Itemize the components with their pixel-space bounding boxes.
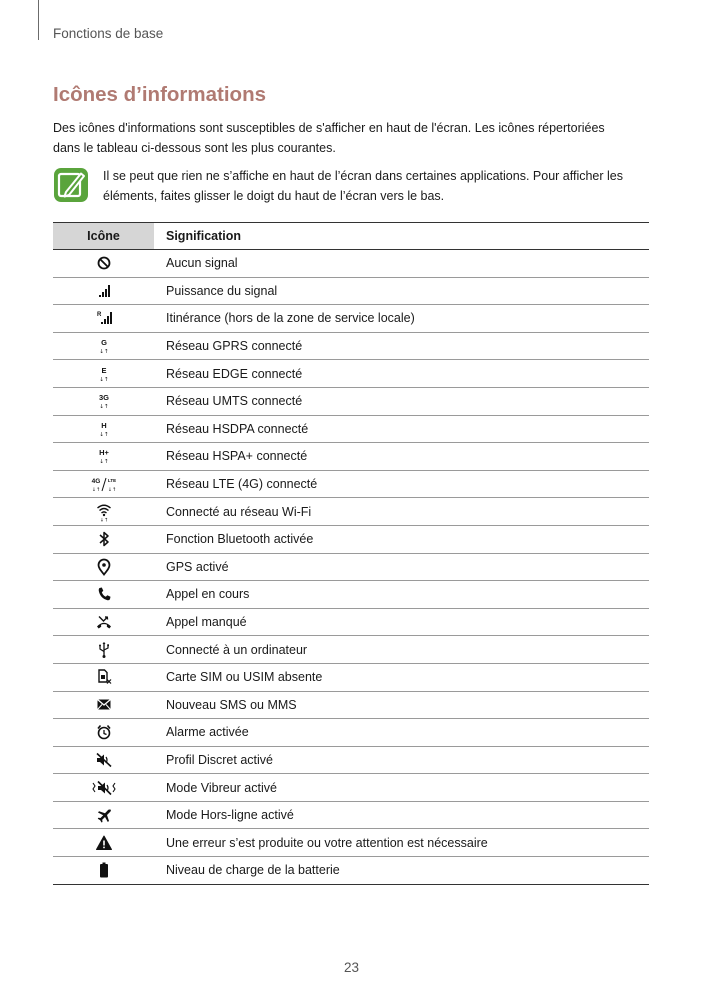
table-row xyxy=(53,719,649,747)
header-icon-column: Icône xyxy=(53,223,154,249)
row-text: Alarme activée xyxy=(166,725,249,740)
section-title: Icônes d’informations xyxy=(53,83,266,106)
table-row xyxy=(53,388,649,416)
table-row xyxy=(53,829,649,857)
call-icon xyxy=(89,584,119,604)
row-text: Réseau HSPA+ connecté xyxy=(166,449,308,464)
svg-text:G: G xyxy=(100,338,107,348)
svg-text:H+: H+ xyxy=(98,448,109,458)
lte-icon xyxy=(89,474,119,494)
table-row xyxy=(53,609,649,637)
table-row xyxy=(53,333,649,361)
table-row xyxy=(53,250,649,278)
table-row xyxy=(53,554,649,582)
row-text: Connecté à un ordinateur xyxy=(166,642,308,657)
gps-icon xyxy=(89,557,119,577)
table-header xyxy=(53,222,649,250)
note-line-1: Il se peut que rien ne s’affiche en haut de l’écran dans certaines applications. Pour afficher les xyxy=(103,169,624,183)
hsdpa-icon xyxy=(89,419,119,439)
edge-icon xyxy=(89,364,119,384)
intro-line-2: dans le tableau ci-dessous sont les plus courantes. xyxy=(53,141,336,155)
svg-text:↓↑: ↓↑ xyxy=(107,487,116,494)
row-text: GPS activé xyxy=(166,559,229,574)
alarm-icon xyxy=(89,722,119,742)
table-row xyxy=(53,581,649,609)
svg-text:H: H xyxy=(100,420,107,430)
gprs-icon xyxy=(89,336,119,356)
svg-text:E: E xyxy=(100,365,107,375)
svg-text:LTE: LTE xyxy=(107,478,116,484)
table-row xyxy=(53,774,649,802)
note-line-2: éléments, faites glisser le doigt du haut de l’écran vers le bas. xyxy=(103,189,445,203)
row-text: Réseau HSDPA connecté xyxy=(166,421,309,436)
wifi-icon xyxy=(89,502,119,522)
table-row xyxy=(53,305,649,333)
table-row xyxy=(53,747,649,775)
no-signal-icon xyxy=(89,253,119,273)
row-text: Réseau LTE (4G) connecté xyxy=(166,477,318,492)
intro-paragraph xyxy=(53,118,653,158)
table-row xyxy=(53,692,649,720)
no-sim-icon xyxy=(89,667,119,687)
row-text: Appel manqué xyxy=(166,615,247,630)
row-text: Nouveau SMS ou MMS xyxy=(166,697,297,712)
row-text: Connecté au réseau Wi-Fi xyxy=(166,504,312,519)
missed-call-icon xyxy=(89,612,119,632)
row-text: Itinérance (hors de la zone de service locale) xyxy=(166,311,415,326)
svg-text:↓↑: ↓↑ xyxy=(98,349,109,356)
roaming-icon xyxy=(89,308,119,328)
svg-text:R: R xyxy=(96,312,101,319)
hspa-plus-icon xyxy=(89,446,119,466)
battery-icon xyxy=(89,860,119,880)
row-text: Fonction Bluetooth activée xyxy=(166,532,314,547)
svg-text:↓↑: ↓↑ xyxy=(98,376,109,383)
svg-text:↓↑: ↓↑ xyxy=(99,517,108,522)
intro-line-1: Des icônes d'informations sont susceptibles de s'afficher en haut de l'écran. Les icônes répertoriées xyxy=(53,121,605,135)
note-text xyxy=(103,166,655,206)
row-text: Carte SIM ou USIM absente xyxy=(166,670,323,685)
row-text: Réseau GPRS connecté xyxy=(166,339,303,354)
row-text: Appel en cours xyxy=(166,587,250,602)
bluetooth-icon xyxy=(89,529,119,549)
row-text: Profil Discret activé xyxy=(166,752,273,767)
table-row xyxy=(53,526,649,554)
airplane-icon xyxy=(89,805,119,825)
page-number: 23 xyxy=(343,960,360,975)
table-row xyxy=(53,498,649,526)
message-icon xyxy=(89,695,119,715)
row-text: Réseau EDGE connecté xyxy=(166,366,303,381)
row-text: Mode Vibreur activé xyxy=(166,780,277,795)
svg-text:↓↑: ↓↑ xyxy=(98,431,109,438)
table-row xyxy=(53,802,649,830)
svg-text:↓↑: ↓↑ xyxy=(98,404,109,411)
svg-text:3G: 3G xyxy=(98,393,109,403)
header-meaning-column: Signification xyxy=(166,229,241,243)
svg-text:↓↑: ↓↑ xyxy=(91,487,100,494)
running-header: Fonctions de base xyxy=(53,26,164,41)
row-text: Niveau de charge de la batterie xyxy=(166,863,340,878)
vibrate-icon xyxy=(89,778,119,798)
row-text: Réseau UMTS connecté xyxy=(166,394,303,409)
table-row xyxy=(53,664,649,692)
umts-icon xyxy=(89,391,119,411)
row-text: Une erreur s’est produite ou votre attention est nécessaire xyxy=(166,835,488,850)
margin-rule xyxy=(38,0,39,40)
row-text: Puissance du signal xyxy=(166,283,278,298)
table-row xyxy=(53,636,649,664)
table-row xyxy=(53,278,649,306)
table-row xyxy=(53,360,649,388)
icons-table xyxy=(53,222,649,885)
table-row xyxy=(53,471,649,499)
mute-icon xyxy=(89,750,119,770)
signal-strength-icon xyxy=(89,281,119,301)
row-text: Aucun signal xyxy=(166,256,238,271)
row-text: Mode Hors-ligne activé xyxy=(166,808,294,823)
usb-icon xyxy=(89,640,119,660)
table-row xyxy=(53,443,649,471)
warning-icon xyxy=(89,833,119,853)
table-row xyxy=(53,857,649,885)
note-pencil-icon xyxy=(53,167,89,203)
svg-text:4G: 4G xyxy=(91,478,100,486)
table-row xyxy=(53,416,649,444)
svg-text:↓↑: ↓↑ xyxy=(98,459,109,466)
